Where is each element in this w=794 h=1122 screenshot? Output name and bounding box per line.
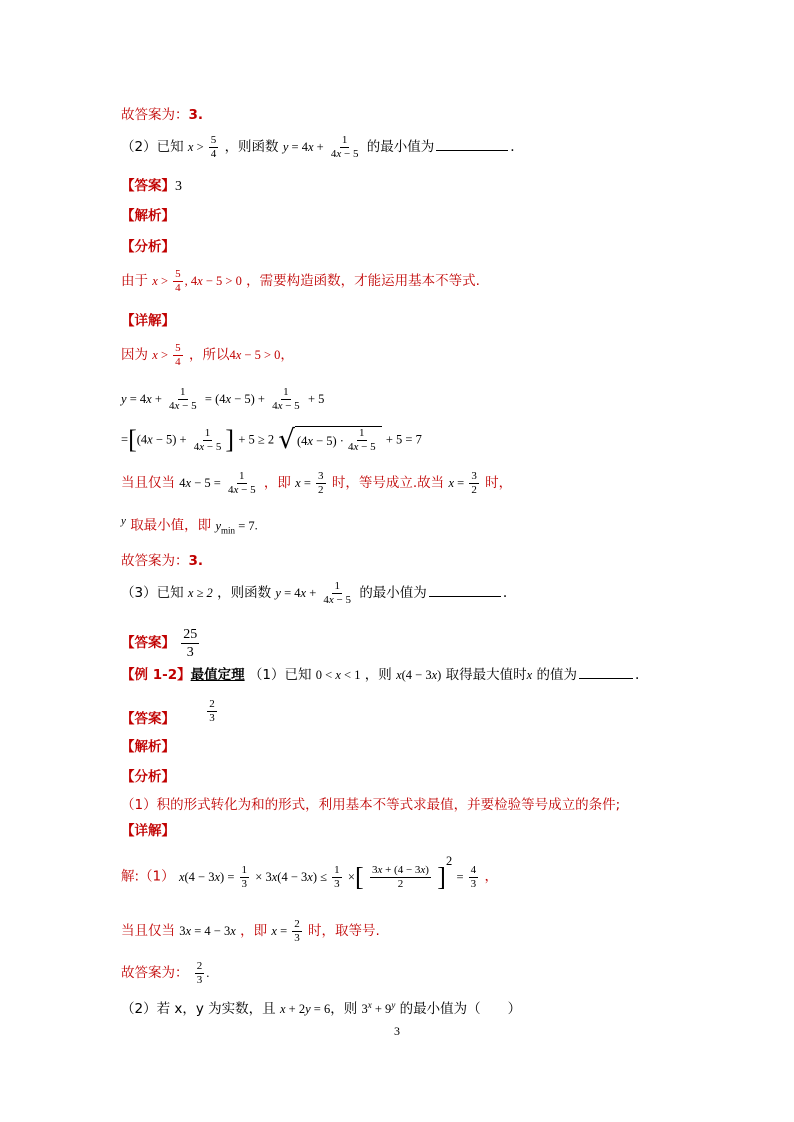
- page-number: 3: [394, 1024, 400, 1038]
- analysis-label-2: 【解析】: [121, 739, 175, 755]
- question-2: （2）已知 x > $\frac{5}{4}$ ，则函数 y = 4x + $\frac{1}{4x - 5}$ 的最小值为 .: [121, 134, 515, 160]
- answer-ex12: 【答案】 $\frac{2}{3}$: [121, 698, 215, 727]
- ex12-analysis: （1）积的形式转化为和的形式，利用基本不等式求最值，并要检验等号成立的条件;: [121, 797, 621, 813]
- q2-equality: 当且仅当 4x − 5 = $\frac{1}{4x - 5}$ ，即 x = $\frac{3}{2}$ 时，等号成立.故当 x = $\frac{3}{2}$ 时，: [121, 470, 513, 496]
- breakdown-label: 【分析】: [121, 239, 175, 255]
- answer-blank[interactable]: [429, 596, 501, 597]
- answer-blank[interactable]: [436, 150, 508, 151]
- answer-q3: 【答案】 $\frac{25}{3}$: [121, 627, 198, 660]
- q2-min: $^y$ 取最小值，即 $y_{min} = 7$.: [121, 515, 258, 535]
- q2-detail-2: y = 4x + $\frac{1}{4x - 5}$ = (4x − 5) + $\frac{1}{4x - 5}$ + 5: [121, 386, 325, 412]
- breakdown-label-2: 【分析】: [121, 769, 175, 785]
- answer-q2: 【答案】3: [121, 178, 182, 194]
- answer-line-1: 故答案为：3.: [121, 107, 204, 123]
- example-1-2: 【例 1-2】最值定理 （1）已知 0 < x < 1 ，则 x(4 − 3x) 取得最大值时x 的值为 .: [121, 667, 640, 683]
- q2-detail-1: 因为 x > $\frac{5}{4}$ ，所以4x − 5 > 0，: [121, 342, 294, 368]
- detail-label-2: 【详解】: [121, 823, 175, 839]
- example-1-2-q2: （2）若 x，y 为实数，且 x + 2y = 6，则 $3^x + 9^y$ 的最小值为（ ）: [121, 1000, 522, 1018]
- q2-analysis: 由于 x > $\frac{5}{4}$ , 4x − 5 > 0 ，需要构造函数，才能运用基本不等式.: [121, 268, 480, 294]
- q2-detail-3: =[(4x − 5) + $\frac{1}{4x - 5}$ ] + 5 ≥ 2 √ (4x − 5) · 1 4x − 5 + 5 = 7: [121, 425, 422, 455]
- detail-label: 【详解】: [121, 313, 175, 329]
- answer-line-2: 故答案为：3.: [121, 553, 204, 569]
- answer-blank[interactable]: [579, 678, 633, 679]
- answer-line-3: 故答案为： $\frac{2}{3}$ .: [121, 960, 210, 986]
- analysis-label: 【解析】: [121, 208, 175, 224]
- ex12-solution: 解:（1） x(4 − 3x) = $\frac{1}{3}$ × 3x(4 − 3x) ≤ $\frac{1}{3}$ ×[ $\frac{3x + (4 - 3x)}{2}$ ]$^2$ = $\frac{4}{3}$ ，: [121, 854, 498, 891]
- ex12-equality: 当且仅当 3x = 4 − 3x ，即 x = $\frac{2}{3}$ 时，取等号.: [121, 918, 380, 944]
- question-3: （3）已知 x ≥ 2 ，则函数 y = 4x + $\frac{1}{4x - 5}$ 的最小值为 .: [121, 580, 508, 606]
